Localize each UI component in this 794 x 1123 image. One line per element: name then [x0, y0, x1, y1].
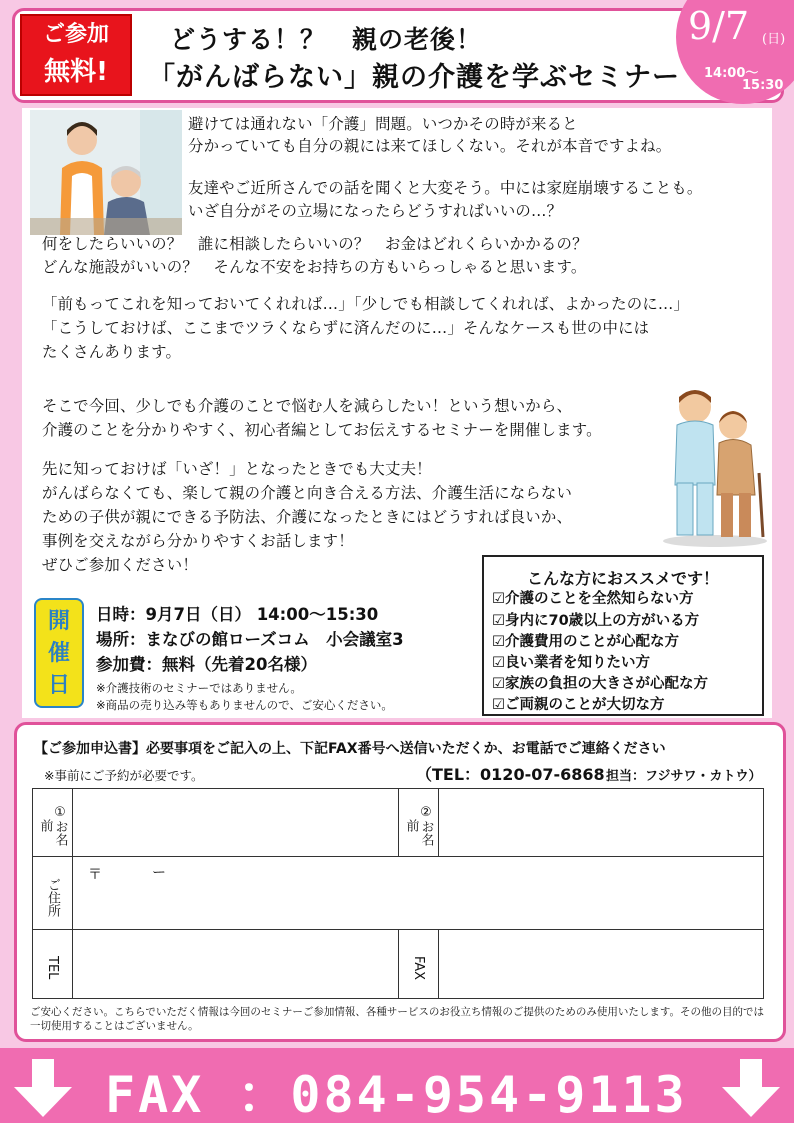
name1-label [33, 799, 72, 851]
intro-line: たくさんあります。 [42, 343, 182, 361]
intro-line: そこで今回、少しでも介護のことで悩む人を減らしたい！という想いから、 [42, 397, 573, 415]
recommend-item: ☑介護費用のことが心配な方 [492, 634, 679, 650]
name2-label-cell [399, 789, 439, 857]
application-form-table [32, 788, 764, 999]
event-note: ※介護技術のセミナーではありません。 [96, 681, 302, 695]
recommend-item: ☑介護のことを全然知らない方 [492, 591, 694, 607]
fax-number: FAX ：084-954-9113 [105, 1066, 688, 1123]
seminar-title-line1: どうする！？ 親の老後！ [170, 25, 483, 54]
caregiver-photo [30, 110, 182, 235]
address-label-cell [33, 857, 73, 930]
name1-field[interactable] [73, 789, 399, 857]
recommend-item: ☑良い業者を知りたい方 [492, 655, 650, 671]
intro-line: 「前もってこれを知っておいてくれれば…」「少しでも相談してくれれば、よかったのに…」 [42, 295, 690, 313]
intro-line: 避けては通れない「介護」問題。いつかその時が来ると [188, 115, 578, 133]
intro-line: どんな施設がいいの？ そんな不安をお持ちの方もいらっしゃると思います。 [42, 258, 587, 276]
date-weekday: (日) [762, 32, 786, 47]
event-note: ※商品の売り込み等もありませんので、ご安心ください。 [96, 698, 393, 712]
name2-field[interactable] [439, 789, 764, 857]
date-main: 9/7 [688, 4, 750, 48]
intro-line: 友達やご近所さんでの話を聞くと大変そう。中には家庭崩壊することも。 [188, 179, 703, 197]
intro-line: 「こうしておけば、ここまでツラくならずに済んだのに…」そんなケースも世の中には [42, 319, 650, 337]
tel-field[interactable] [73, 930, 399, 999]
event-fee: 参加費：無料（先着20名様） [96, 655, 317, 674]
intro-line: 事例を交えながら分かりやすくお話します！ [42, 532, 354, 550]
event-place: 場所：まなびの館ローズコム 小会議室3 [96, 630, 404, 649]
name1-label-cell [33, 789, 73, 857]
zip-mark: 〒 [88, 867, 102, 883]
intro-line: 分かっていても自分の親には来てほしくない。それが本音ですよね。 [188, 137, 672, 155]
intro-line: 何をしたらいいの？ 誰に相談したらいいの？ お金はどれくらいかかるの？ [42, 235, 588, 253]
name1-label-text: ①お名前 [37, 804, 68, 846]
time-start: 14:00～ [704, 66, 759, 81]
recommend-item: ☑家族の負担の大きさが心配な方 [492, 676, 708, 692]
down-arrow-icon [12, 1057, 74, 1119]
contact-person: 担当：フジサワ・カトウ） [606, 769, 762, 784]
free-badge [20, 14, 132, 96]
event-datetime: 日時：9月7日（日） 14:00～15:30 [96, 605, 379, 624]
event-label-char: 開 [47, 609, 70, 634]
time-end: 15:30 [742, 78, 784, 93]
recommend-title: こんな方におススメです！ [526, 569, 719, 588]
intro-line: 先に知っておけば「いざ！」となったときでも大丈夫！ [42, 460, 432, 478]
badge-line2: 無料! [44, 57, 108, 87]
intro-line: ための子供が親にできる予防法、介護になったときにはどうすれば良いか、 [42, 508, 573, 526]
event-label-char: 催 [47, 641, 70, 666]
recommend-item: ☑身内に70歳以上の方がいる方 [492, 613, 700, 629]
recommend-item: ☑ご両親のことが大切な方 [492, 697, 665, 713]
fax-field[interactable] [439, 930, 764, 999]
address-label-text: ご住所 [45, 877, 60, 917]
intro-line: 介護のことを分かりやすく、初心者編としてお伝えするセミナーを開催します。 [42, 421, 602, 439]
badge-line1: ご参加 [42, 22, 109, 47]
reservation-note: ※事前にご予約が必要です。 [44, 768, 204, 783]
name2-label-text: ②お名前 [403, 804, 434, 846]
intro-line: いざ自分がその立場になったらどうすればいいの…？ [188, 202, 563, 220]
tel-label-text: TEL [45, 956, 60, 980]
event-date-label [34, 598, 84, 708]
fax-label-text: FAX [411, 955, 426, 981]
tel-label-cell [33, 930, 73, 999]
fax-label-cell [399, 930, 439, 999]
address-field[interactable] [73, 857, 764, 930]
application-heading: 【ご参加申込書】必要事項をご記入の上、下記FAX番号へ送信いただくか、お電話でご連絡ください [34, 741, 666, 757]
seminar-title-line2: 「がんばらない」親の介護を学ぶセミナー [148, 62, 680, 93]
privacy-note: ご安心ください。こちらでいただく情報は今回のセミナーご参加情報、各種サービスのお役立ち情報のご提供のためのみ使用いたします。その他の目的では一切使用することはございません。 [30, 1006, 765, 1032]
event-label-char: 日 [47, 673, 70, 698]
down-arrow-icon [720, 1057, 782, 1119]
zip-dash: ー [152, 865, 166, 881]
intro-line: ぜひご参加ください！ [42, 556, 198, 574]
caregiver-illustration [655, 385, 773, 550]
contact-tel: （TEL：0120-07-6868 [416, 765, 605, 784]
intro-line: がんばらなくても、楽して親の介護と向き合える方法、介護生活にならない [42, 484, 573, 502]
